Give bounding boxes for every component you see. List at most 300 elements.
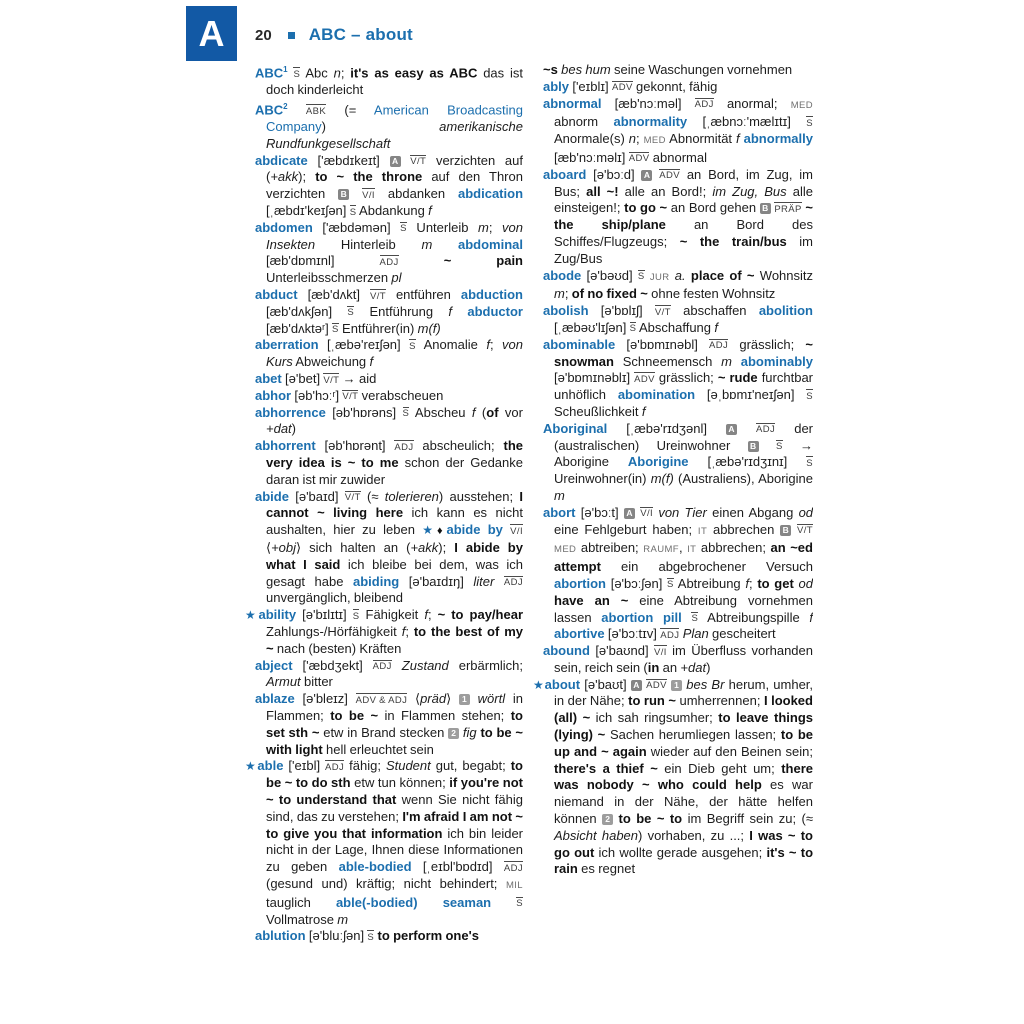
text: Abtreibungspille: [698, 609, 810, 625]
text: in Flammen stehen;: [378, 707, 511, 723]
text: in Flammen;: [266, 691, 523, 723]
text: abbrechen;: [696, 540, 771, 556]
grammar-label: S: [400, 223, 407, 235]
text: nach (besten) Kräften: [273, 640, 402, 656]
grammar-label: V/I: [653, 646, 667, 658]
text: [ˌæbə'rɪdʒənl]: [607, 420, 726, 436]
italic-note: f: [809, 609, 813, 625]
text: ) vorhaben, zu ...;: [638, 827, 750, 843]
headword: about: [544, 676, 581, 692]
grammar-label: V/I: [640, 508, 654, 520]
text: Ureinwohner(in): [554, 471, 651, 487]
text: [682, 610, 692, 625]
headword: abdomen: [255, 219, 313, 235]
grammar-label: S: [667, 579, 674, 591]
text: Zahlungs-/Hörfähigkeit: [266, 623, 402, 639]
grammar-label: V/I: [362, 189, 375, 201]
bold-phrase: ~ the ship/plane: [554, 200, 813, 233]
grammar-label: S: [347, 307, 355, 319]
left-column: [245, 62, 523, 988]
grammar-label: PRÄP: [774, 203, 802, 215]
text: abbrechen: [707, 521, 781, 537]
italic-note: amerikanische Rundfunkgesellschaft: [266, 119, 523, 151]
dictionary-entry: [543, 337, 813, 421]
text: Anomalie: [415, 337, 487, 353]
text: gut, begabt;: [430, 758, 511, 774]
dictionary-entry: [543, 643, 813, 677]
text: auf den Thron verzichten: [266, 169, 523, 202]
text: [ˌæbə'reɪʃən]: [318, 337, 410, 353]
text: tauglich: [266, 894, 336, 910]
text: ⟨: [407, 691, 421, 707]
headword: abduction: [460, 287, 523, 303]
text: Entführung: [354, 303, 449, 319]
italic-note: bes hum: [561, 62, 611, 77]
text: [əb'hɒrənt]: [315, 438, 395, 454]
grammar-label: V/I: [510, 525, 523, 537]
bold-phrase: to set sth ~: [266, 707, 523, 740]
text: alle einsteigen!;: [554, 183, 813, 216]
text: ⟩: [446, 691, 459, 707]
grammar-label: ADJ: [379, 256, 399, 268]
italic-note: od: [798, 504, 813, 520]
grammar-label: S: [806, 390, 813, 402]
text: grässlich;: [654, 370, 718, 386]
text: etw in Brand stecken: [319, 724, 449, 740]
text: Abweichung: [292, 354, 370, 370]
italic-note: n: [628, 131, 637, 147]
text: ⟨: [266, 539, 272, 555]
text: [ə'baɪdɪŋ]: [399, 573, 474, 589]
headword: ably: [543, 78, 570, 94]
text: [ə'bɔːd]: [586, 166, 642, 182]
subject-label: MED: [554, 544, 577, 556]
text: [ˌæbnɔː'mælɪtɪ]: [687, 114, 807, 130]
headword: abnormal: [543, 95, 602, 111]
italic-note: m: [554, 487, 565, 503]
text: [ə'bɔːʃən]: [606, 575, 668, 591]
text: Wohnsitz: [754, 267, 813, 283]
text: alle an Bord!;: [618, 183, 713, 199]
text: );: [298, 169, 316, 185]
subject-label: IT: [697, 525, 708, 537]
italic-note: von Insekten: [266, 219, 523, 252]
bold-phrase: there was nobody ~ who could help: [554, 760, 813, 793]
italic-note: f: [369, 354, 374, 370]
text: Abnormität: [665, 131, 737, 147]
headword: abductor: [467, 303, 523, 319]
text: ;: [489, 337, 503, 353]
italic-note: Zustand: [401, 657, 449, 673]
headword: abode: [543, 267, 582, 283]
text: [ə'baʊnd]: [589, 643, 654, 659]
text: verzichten auf (: [266, 152, 523, 185]
headword: abhor: [255, 387, 292, 403]
grammar-label: ADV: [611, 82, 633, 94]
text: [ˌæbə'rɪdʒɪnɪ]: [688, 454, 807, 470]
dictionary-entry: [255, 287, 523, 337]
text: (=: [326, 102, 374, 118]
headword: Aboriginal: [543, 420, 608, 436]
sense-number-marker: 1: [671, 680, 682, 691]
bold-phrase: in: [647, 659, 660, 675]
headword: abide: [255, 488, 289, 504]
bold-phrase: have an ~: [554, 592, 629, 608]
headword: able(-bodied) seaman: [335, 894, 492, 910]
frequency-star-icon: ★: [422, 523, 437, 538]
bold-phrase: to get: [757, 575, 794, 591]
italic-note: Armut: [266, 674, 301, 690]
text: (gesund und) kräftig; nicht behindert;: [266, 875, 506, 891]
bold-phrase: I looked (all) ~: [554, 693, 813, 726]
text: [ə'bet]: [281, 371, 324, 386]
frequency-star-icon: ★: [245, 759, 258, 774]
italic-note: m: [478, 219, 489, 235]
text: );: [438, 539, 455, 555]
bold-phrase: ~ to pay/hear: [437, 607, 523, 623]
subject-label: IT: [687, 544, 697, 556]
text: etw tun können;: [350, 775, 450, 791]
text: Entführer(in): [338, 320, 418, 336]
text: (: [475, 404, 487, 420]
text: Schneemensch: [613, 353, 722, 369]
page-number: 20: [255, 26, 272, 44]
italic-note: von Tier: [658, 504, 707, 520]
text: ['eɪblɪ]: [569, 78, 612, 94]
text: [æb'dʌkʃən]: [266, 303, 348, 319]
dictionary-entry: [255, 371, 523, 388]
blue-text: American Broadcasting Company: [266, 102, 523, 135]
italic-note: liter: [473, 573, 495, 589]
text: wenn Sie nicht fähig sind, das zu verstehen;: [266, 791, 523, 824]
dictionary-entry: [543, 303, 813, 337]
bold-phrase: ~ pain: [443, 253, 523, 269]
text: [ə'bluːʃən]: [305, 928, 368, 944]
text: [452, 304, 467, 319]
text: [əb'hɔːʳ]: [291, 387, 343, 403]
grammar-label: S: [349, 206, 357, 218]
text: gescheitert: [708, 626, 776, 642]
grammar-label: ADJ: [709, 340, 729, 352]
headword: abhorrent: [255, 438, 316, 454]
bold-phrase: I abide by what I said: [266, 539, 523, 572]
grammar-label: ADV: [634, 373, 655, 385]
text: seine Waschungen vornehmen: [610, 62, 793, 77]
headword: abortion pill: [601, 609, 682, 625]
text: [470, 691, 478, 706]
dictionary-entry: [245, 607, 523, 657]
text: vor: [498, 404, 523, 420]
subject-label: JUR: [649, 271, 670, 283]
text: im Überfluss vorhanden sein, reich sein (: [554, 643, 813, 675]
dictionary-entry: [543, 79, 813, 96]
italic-note: f: [428, 203, 432, 219]
grammar-label: S: [352, 610, 360, 622]
italic-note: präd: [420, 691, 447, 707]
text: grässlich;: [728, 336, 806, 352]
headword: abject: [255, 657, 293, 673]
bold-phrase: ~ snowman: [554, 336, 813, 369]
dictionary-entry: [245, 758, 523, 928]
bold-phrase: to ~ the throne: [315, 169, 423, 185]
text: ich sah ringsumher;: [590, 710, 719, 726]
text: ein Dieb geht um;: [657, 760, 782, 776]
frequency-star-icon: ★: [533, 677, 545, 692]
text: im Begriff sein zu; (≈: [682, 811, 813, 827]
subject-label: MED: [643, 135, 666, 147]
headword: abide by: [446, 522, 503, 538]
text: eine Fehlgeburt haben;: [554, 521, 698, 537]
headword: Aborigine: [627, 454, 689, 470]
grammar-label: V/T: [797, 525, 813, 537]
text: abnormal: [649, 149, 707, 165]
text: ⟩ sich halten an (: [296, 539, 411, 555]
italic-note: f: [401, 623, 406, 639]
text: Abschaffung: [636, 319, 715, 335]
italic-note: f: [641, 403, 646, 419]
subject-label: RAUMF: [643, 544, 679, 556]
text: Vollmatrose: [266, 911, 338, 927]
text: abnorm: [554, 114, 614, 130]
text: einen Abgang: [706, 504, 799, 520]
text: [392, 658, 402, 673]
headword: aboard: [543, 166, 587, 182]
headword: abhorrence: [255, 404, 326, 420]
dictionary-entry: [543, 62, 813, 79]
dictionary-entry: [543, 505, 813, 643]
grammar-label: V/T: [654, 306, 671, 318]
page-header: [255, 24, 413, 46]
letter-tab: A: [186, 6, 237, 61]
text: furchtbar unhöflich: [554, 370, 813, 403]
italic-note: m: [721, 353, 732, 369]
dictionary-entry: [255, 928, 523, 945]
bold-phrase: an ~ed attempt: [554, 540, 813, 575]
bold-phrase: there's a thief ~: [554, 760, 658, 776]
text: an Bord des Schiffes/Flugzeugs;: [554, 217, 813, 249]
italic-note: f: [714, 319, 718, 335]
headword: abort: [543, 504, 576, 520]
italic-note: f: [745, 575, 749, 591]
bold-phrase: ~s: [543, 62, 558, 77]
text: ;: [749, 575, 758, 591]
grammar-label: S: [367, 931, 375, 943]
grammar-label: S: [806, 457, 813, 469]
grammar-label: V/T: [410, 156, 427, 168]
text: abschaffen: [670, 303, 759, 319]
bold-phrase: to be ~ to do sth: [266, 758, 523, 791]
grammar-label: ABK: [305, 105, 327, 117]
headword: able-bodied: [338, 859, 412, 875]
grammar-label: S: [691, 613, 699, 624]
bold-phrase: to go ~: [624, 200, 668, 216]
text: Abdankung: [356, 203, 429, 219]
italic-note: m(f): [417, 320, 441, 336]
italic-note: f: [471, 404, 476, 420]
bold-phrase: to be ~ to: [618, 811, 683, 827]
italic-note: im Zug, Bus: [712, 183, 787, 199]
bold-phrase: of no fixed ~: [571, 286, 648, 302]
subject-label: MED: [790, 99, 813, 111]
text: [ə'bɒmɪnəblɪ]: [554, 370, 635, 386]
bold-phrase: to be ~: [330, 707, 379, 723]
grammar-label: ADJ: [503, 577, 523, 589]
text: abtreiben;: [576, 540, 644, 556]
text: entführen: [385, 287, 461, 303]
text: bitter: [300, 674, 333, 690]
sense-letter-marker: A: [726, 424, 737, 435]
text: unvergänglich, bleibend: [266, 590, 404, 606]
headword: ABC: [255, 65, 284, 81]
sense-number-marker: 2: [602, 814, 613, 825]
text: verabscheuen: [358, 387, 444, 403]
headword: ablaze: [255, 691, 295, 707]
text: ich bleibe bei dem, was ich gesagt habe: [266, 556, 523, 589]
headword-superscript: 1: [283, 65, 288, 74]
subject-label: MIL: [505, 879, 523, 891]
text: [399, 253, 444, 268]
text: Anormale(s): [554, 131, 629, 147]
dictionary-entry: [255, 62, 523, 99]
headword: abdicate: [255, 152, 308, 168]
dictionary-entry: [255, 438, 523, 488]
dictionary-entry: [255, 489, 523, 608]
grammar-label: S: [402, 408, 410, 420]
bold-phrase: of: [486, 404, 499, 420]
dictionary-entry: [255, 658, 523, 692]
text: Hinterleib: [315, 236, 422, 252]
text: [əˌbɒmɪ'neɪʃən]: [695, 387, 807, 403]
headword: abominably: [740, 353, 813, 369]
italic-note: fig: [462, 724, 477, 740]
text: an: [659, 659, 681, 675]
text: abscheulich;: [413, 438, 504, 454]
text: ich wollte gerade ausgehen;: [594, 844, 767, 860]
dictionary-entry: [255, 691, 523, 758]
text: Unterleib: [406, 219, 479, 235]
headword: abolition: [758, 303, 813, 319]
headword: abortion: [554, 575, 606, 591]
text: [ə'bleɪz]: [294, 691, 356, 707]
italic-note: Absicht haben: [554, 827, 639, 843]
text: → aid: [339, 371, 377, 386]
italic-note: f: [736, 131, 740, 147]
text: ich bin leider nicht in der Lage, Ihnen diese Informationen zu geben: [266, 825, 523, 875]
text: an Bord gehen: [667, 200, 760, 216]
sense-number-marker: 1: [459, 694, 470, 705]
italic-note: f: [486, 337, 490, 353]
text: [æb'dʌktəʳ]: [266, 320, 332, 336]
grammar-label: S: [332, 324, 339, 336]
text: → Aborigine: [554, 437, 813, 470]
headword: abiding: [353, 573, 400, 589]
bold-phrase: I was ~ to go out: [554, 827, 813, 860]
grammar-label: ADV & ADJ: [355, 694, 408, 706]
italic-note: +akk: [410, 539, 439, 555]
text: (Australiens), Aborigine: [673, 471, 813, 487]
grammar-label: ADV: [659, 170, 681, 182]
italic-note: od: [798, 575, 813, 591]
text: ;: [488, 219, 503, 235]
bullet-square-icon: [288, 32, 295, 39]
headword-superscript: 2: [283, 101, 288, 111]
grammar-label: ADV: [628, 153, 650, 165]
text: Abtreibung: [673, 575, 746, 591]
text: [652, 167, 659, 182]
dictionary-columns: [245, 62, 823, 988]
italic-note: f: [424, 607, 428, 623]
text: ,: [678, 540, 688, 556]
text: ;: [340, 65, 351, 81]
headword: abolish: [543, 303, 589, 319]
text: hell erleuchtet sein: [322, 741, 434, 757]
text: [732, 354, 741, 369]
text: Fähigkeit: [359, 607, 425, 623]
dictionary-entry: [255, 388, 523, 405]
text: es war niemand in der Nähe, der hätte helfen können: [554, 777, 813, 827]
bold-phrase: place of ~: [690, 267, 755, 283]
bold-phrase: ~ the train/bus: [679, 233, 787, 249]
headword: abdominal: [457, 236, 523, 252]
text: [503, 522, 510, 537]
grammar-label: S: [775, 441, 783, 453]
text: [759, 438, 776, 453]
text: [ˌæbdɪ'keɪʃən]: [266, 203, 350, 219]
italic-note: a.: [674, 267, 686, 283]
dictionary-entry: [255, 220, 523, 287]
text: [æb'dʌkt]: [297, 287, 370, 303]
italic-note: Plan: [682, 626, 709, 642]
text: [ə'bɔːtɪv]: [604, 626, 661, 642]
italic-note: +akk: [270, 169, 299, 185]
text: ich kann es nicht aushalten, hier zu leben: [266, 505, 523, 538]
text: der (australischen) Ureinwohner: [554, 420, 813, 453]
grammar-label: S: [637, 271, 645, 283]
sense-letter-marker: A: [390, 156, 401, 167]
grammar-label: ADJ: [756, 424, 776, 436]
text: ohne festen Wohnsitz: [647, 286, 776, 302]
italic-note: +dat: [680, 659, 707, 675]
dictionary-entry: [255, 99, 523, 153]
bold-phrase: all ~!: [586, 183, 619, 199]
grammar-label: V/T: [342, 391, 359, 403]
text: [əb'hɒrəns]: [325, 404, 403, 420]
headword: abduct: [255, 287, 298, 303]
sense-letter-marker: B: [780, 525, 791, 536]
text: [349, 186, 362, 201]
sense-number-marker: 2: [448, 728, 459, 739]
headword: abnormality: [613, 114, 688, 130]
right-column: [533, 62, 813, 988]
italic-note: n: [333, 65, 341, 81]
headword: abnormally: [743, 131, 813, 147]
italic-note: bes Br: [686, 676, 725, 692]
grammar-label: S: [516, 898, 523, 910]
bold-phrase: to be ~ with light: [266, 724, 523, 757]
text: [288, 102, 306, 117]
text: Abscheu: [409, 404, 472, 420]
text: ['æbdəmən]: [312, 219, 401, 235]
text: [494, 574, 504, 589]
frequency-star-icon: ★: [245, 608, 259, 623]
grammar-label: S: [629, 323, 637, 335]
grammar-label: ADJ: [372, 661, 392, 673]
italic-note: m(f): [650, 471, 674, 487]
phrasal-verb-diamond-icon: ♦: [436, 525, 447, 538]
text: [ə'bəʊd]: [581, 267, 638, 283]
text: [ə'baɪd]: [288, 488, 345, 504]
dictionary-entry: [255, 405, 523, 439]
